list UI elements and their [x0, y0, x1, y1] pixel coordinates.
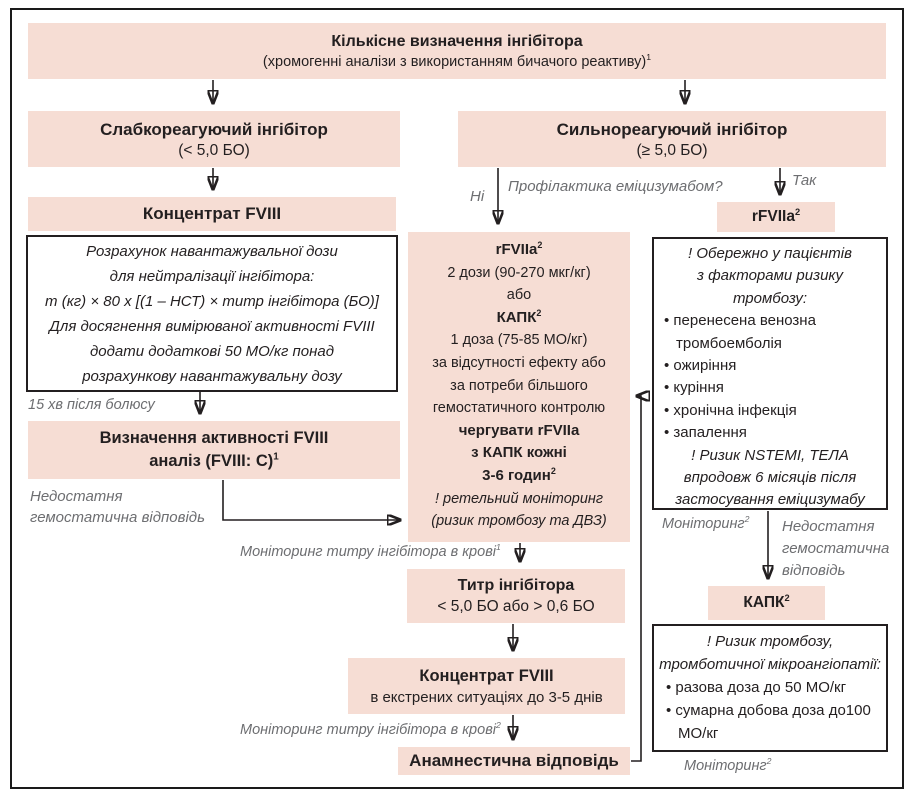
strong-inhibitor-box	[458, 111, 886, 167]
calc-formula: m (кг) × 80 x [(1 – НСТ) × титр інгібітора (БО)]	[45, 292, 379, 310]
inhibitor-titer-monitoring-label-1: Моніторинг титру інгібітора в крові$^1$	[240, 542, 501, 560]
calc-line: для нейтралізації інгібітора:	[109, 267, 315, 285]
thrombotic-microangiopathy-risk-box	[652, 624, 888, 752]
no-branch-label: Ні	[470, 188, 485, 205]
after-bolus-label: 15 хв після болюсу	[28, 397, 155, 413]
condition-line: гемостатичного контролю	[432, 400, 606, 417]
monitoring-label-right-2: Моніторинг$^2$	[684, 756, 772, 774]
calc-line: Розрахунок навантажувальної дози	[86, 242, 338, 260]
anamnestic-response-box: Анамнестична відповідь	[398, 747, 630, 775]
alternate-line: з КАПК кожні	[471, 444, 567, 462]
strong-inhibitor-title: Сильнореагуючий інгібітор	[556, 119, 788, 139]
calc-line: розрахункову навантажувальну дозу	[82, 367, 342, 385]
strong-inhibitor-threshold: (≥ 5,0 БО)	[636, 141, 708, 159]
kapk-dose: 1 доза (75-85 МО/кг)	[450, 332, 588, 349]
risk-factor-item: • ожиріння	[664, 357, 737, 375]
calc-line: Для досягнення вимірюваної активності FVIII	[49, 317, 375, 335]
rfviia-dose: 2 дози (90-270 мкг/кг)	[447, 264, 591, 281]
caution-head: з факторами ризику	[697, 267, 843, 285]
rfviia-kapk-alternating-box	[408, 232, 630, 542]
caution-tail: застосування еміцизумабу	[675, 491, 865, 509]
emergency-duration: в екстрених ситуаціях до 3-5 днів	[370, 688, 603, 706]
quantitative-determination-subtitle: (хромогенні аналізи з використанням бичачого реактиву)$^1$	[262, 51, 652, 70]
dose-limit-item: • сумарна добова доза до100 МО/кг	[666, 702, 871, 742]
loading-dose-calculation-box	[26, 235, 398, 392]
kapk-yes-box: КАПК$^2$	[708, 586, 825, 620]
emicizumab-prophylaxis-question: Профілактика еміцизумабом?	[508, 178, 723, 195]
fviii-activity-line2: аналіз (FVIII: C)$^1$	[149, 451, 279, 470]
weak-inhibitor-box	[28, 111, 400, 167]
risk-factor-item: • хронічна інфекція	[664, 401, 797, 419]
yes-branch-label: Так	[792, 172, 817, 189]
weak-inhibitor-threshold: (< 5,0 БО)	[178, 141, 250, 159]
risk-factor-item: • запалення	[664, 424, 747, 442]
caution-head: тромбозу:	[732, 289, 808, 307]
monitoring-label-right-1: Моніторинг$^2$	[662, 514, 750, 532]
emergency-title: Концентрат FVIII	[419, 666, 554, 685]
rfviia-option-title: rFVIIa$^2$	[495, 240, 543, 258]
risk-factor-item: • куріння	[664, 379, 724, 397]
fviii-activity-determination-box	[28, 421, 400, 479]
inhibitor-titer-title: Титр інгібітора	[457, 577, 575, 594]
risk-head: тромботичної мікроангіопатії:	[659, 656, 881, 673]
risk-factor-item: • перенесена венозна тромбоемболія	[664, 312, 816, 352]
caution-tail: ! Ризик NSTEMI, ТЕЛА	[691, 446, 849, 464]
monitoring-warning-risk: (ризик тромбозу та ДВЗ)	[431, 513, 607, 530]
insufficient-hemostatic-response-label: Недостатня гемостатична відповідь	[30, 488, 205, 526]
alternate-line: чергувати rFVIIa	[458, 421, 580, 439]
monitoring-warning: ! ретельний моніторинг	[434, 490, 604, 507]
quantitative-determination-box	[28, 23, 886, 79]
inhibitor-titer-monitoring-label-2: Моніторинг титру інгібітора в крові$^2$	[240, 720, 501, 738]
fviii-concentrate-emergency-box	[348, 658, 625, 714]
caution-tail: впродовж 6 місяців після	[683, 469, 857, 487]
inhibitor-titer-values: < 5,0 БО або > 0,6 БО	[437, 598, 595, 615]
condition-line: за відсутності ефекту або	[432, 354, 606, 371]
alternate-interval: 3-6 годин$^2$	[482, 465, 556, 484]
thrombosis-risk-caution-box	[652, 237, 888, 510]
quantitative-determination-title: Кількісне визначення інгібітора	[331, 32, 583, 50]
caution-head: ! Обережно у пацієнтів	[688, 245, 852, 262]
rfviia-yes-box: rFVIIa$^2$	[717, 202, 835, 232]
weak-inhibitor-title: Слабкореагуючий інгібітор	[100, 119, 328, 139]
or-separator: або	[506, 287, 532, 304]
calc-line: додати додаткові 50 МО/кг понад	[89, 342, 335, 360]
inhibitor-titer-box	[407, 569, 625, 623]
insufficient-response-label-right: Недостатня гемостатична відповідь	[782, 518, 890, 579]
condition-line: за потреби більшого	[450, 377, 588, 394]
risk-head: ! Ризик тромбозу,	[706, 633, 834, 650]
fviii-concentrate-box: Концентрат FVIII	[28, 197, 396, 231]
fviii-activity-line1: Визначення активності FVIII	[99, 429, 329, 447]
dose-limit-item: • разова доза до 50 МО/кг	[666, 679, 847, 696]
kapk-option-title: КАПК$^2$	[496, 307, 542, 326]
